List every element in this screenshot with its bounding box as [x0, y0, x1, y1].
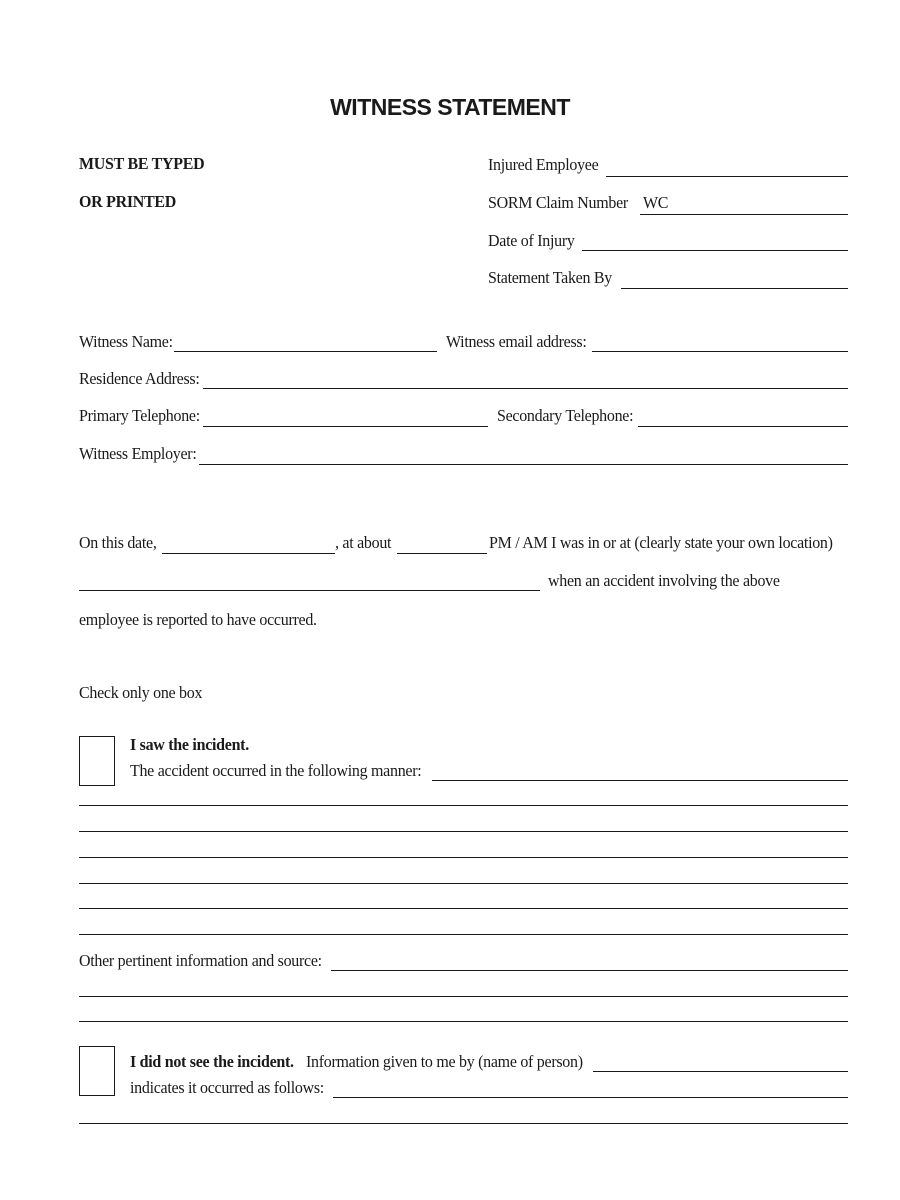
residence-address-label: Residence Address: — [79, 369, 200, 388]
statement-taken-by-label: Statement Taken By — [488, 268, 612, 287]
accident-manner-line[interactable] — [79, 805, 848, 806]
witness-name-field[interactable] — [174, 351, 437, 352]
incident-time-field[interactable] — [397, 553, 487, 554]
incident-date-field[interactable] — [162, 553, 335, 554]
date-of-injury-field[interactable] — [582, 250, 848, 251]
secondary-telephone-field[interactable] — [638, 426, 848, 427]
witness-name-label: Witness Name: — [79, 332, 173, 351]
witness-location-field[interactable] — [79, 590, 540, 591]
saw-incident-heading: I saw the incident. — [130, 735, 249, 754]
injured-employee-label: Injured Employee — [488, 155, 599, 174]
date-of-injury-label: Date of Injury — [488, 231, 575, 250]
other-info-line[interactable] — [79, 996, 848, 997]
indicates-occurred-label: indicates it occurred as follows: — [130, 1078, 324, 1097]
primary-telephone-label: Primary Telephone: — [79, 406, 200, 425]
info-given-by-label: Information given to me by (name of person) — [306, 1052, 583, 1071]
witness-employer-label: Witness Employer: — [79, 444, 197, 463]
pm-am-location-text: PM / AM I was in or at (clearly state your own location) — [489, 533, 833, 552]
instruction-or-printed: OR PRINTED — [79, 192, 177, 211]
at-about-text: , at about — [335, 533, 392, 552]
accident-manner-line[interactable] — [79, 908, 848, 909]
accident-manner-line[interactable] — [79, 883, 848, 884]
witness-employer-field[interactable] — [199, 464, 848, 465]
accident-manner-line[interactable] — [79, 934, 848, 935]
indicates-occurred-field[interactable] — [333, 1097, 848, 1098]
residence-address-field[interactable] — [203, 388, 848, 389]
accident-manner-field[interactable] — [432, 780, 848, 781]
sorm-claim-number-field[interactable] — [640, 214, 848, 215]
witness-email-field[interactable] — [592, 351, 848, 352]
on-this-date-text: On this date, — [79, 533, 157, 552]
injured-employee-field[interactable] — [606, 176, 848, 177]
witness-email-label: Witness email address: — [446, 332, 587, 351]
info-given-by-field[interactable] — [593, 1071, 848, 1072]
accident-manner-line[interactable] — [79, 857, 848, 858]
accident-manner-line[interactable] — [79, 831, 848, 832]
saw-incident-checkbox[interactable] — [79, 736, 115, 786]
page-title: WITNESS STATEMENT — [330, 94, 570, 120]
statement-taken-by-field[interactable] — [621, 288, 848, 289]
employee-reported-text: employee is reported to have occurred. — [79, 610, 317, 629]
instruction-must-be-typed: MUST BE TYPED — [79, 154, 205, 173]
check-one-box-text: Check only one box — [79, 683, 203, 702]
did-not-see-heading: I did not see the incident. — [130, 1052, 294, 1071]
primary-telephone-field[interactable] — [203, 426, 488, 427]
other-info-label: Other pertinent information and source: — [79, 951, 322, 970]
sorm-claim-prefix: WC — [643, 193, 669, 212]
when-accident-text: when an accident involving the above — [548, 571, 780, 590]
did-not-see-incident-checkbox[interactable] — [79, 1046, 115, 1096]
other-info-line[interactable] — [79, 1021, 848, 1022]
sorm-claim-number-label: SORM Claim Number — [488, 193, 628, 212]
other-info-field[interactable] — [331, 970, 848, 971]
secondary-telephone-label: Secondary Telephone: — [497, 406, 634, 425]
indicates-occurred-line[interactable] — [79, 1123, 848, 1124]
accident-manner-label: The accident occurred in the following manner: — [130, 761, 422, 780]
